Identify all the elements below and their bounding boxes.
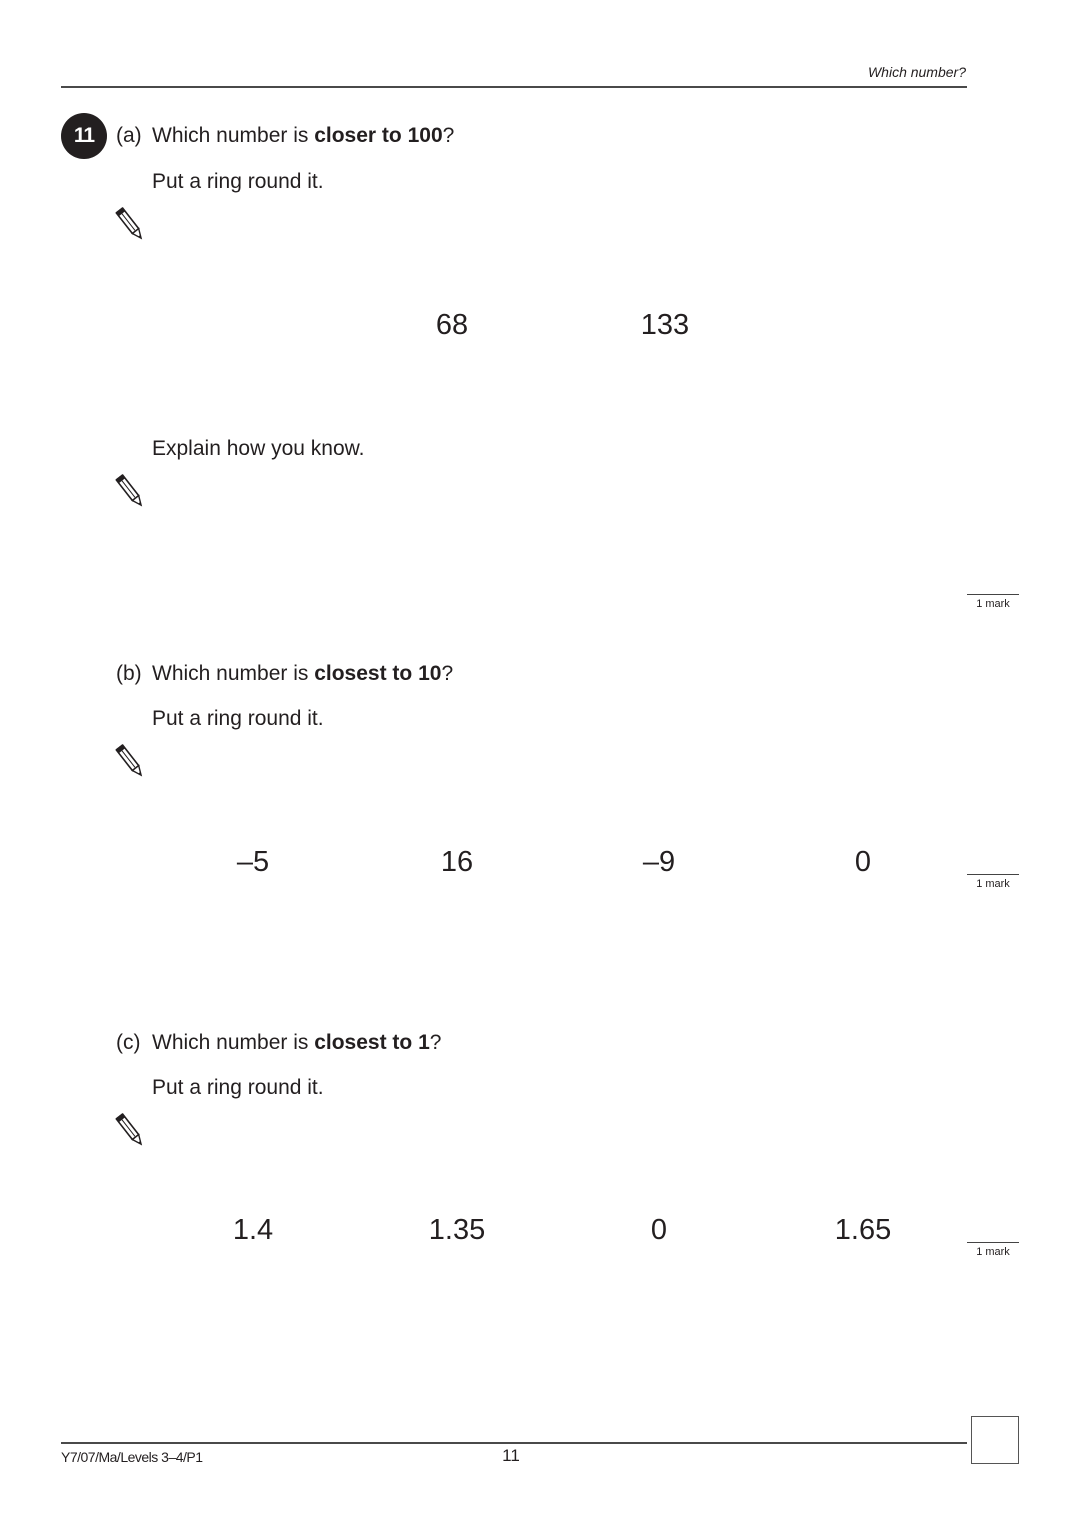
part-c-label: (c) bbox=[116, 1031, 141, 1054]
footer-rule bbox=[61, 1442, 967, 1444]
page-header-title: Which number? bbox=[867, 64, 966, 80]
prompt-punct: ? bbox=[441, 662, 454, 685]
prompt-emphasis: closest to 1 bbox=[314, 1031, 430, 1054]
part-c-prompt bbox=[152, 1031, 441, 1055]
part-b-mark: 1 mark bbox=[976, 878, 1010, 890]
header-rule bbox=[61, 86, 967, 88]
pencil-icon bbox=[114, 742, 146, 780]
option-b-4[interactable]: 0 bbox=[854, 846, 872, 878]
part-c-mark: 1 mark bbox=[976, 1246, 1010, 1258]
mark-line bbox=[967, 1242, 1019, 1243]
option-b-3[interactable]: –9 bbox=[642, 846, 676, 878]
option-b-2[interactable]: 16 bbox=[440, 846, 474, 878]
part-a-prompt bbox=[152, 124, 454, 148]
part-c-instruction: Put a ring round it. bbox=[152, 1076, 324, 1099]
option-c-1[interactable]: 1.4 bbox=[232, 1214, 274, 1246]
pencil-icon bbox=[114, 205, 146, 243]
part-b-prompt bbox=[152, 662, 453, 686]
part-b-label: (b) bbox=[116, 662, 142, 685]
marks-total-box[interactable] bbox=[971, 1416, 1019, 1464]
mark-line bbox=[967, 594, 1019, 595]
part-b-instruction: Put a ring round it. bbox=[152, 707, 324, 730]
footer-code: Y7/07/Ma/Levels 3–4/P1 bbox=[61, 1449, 203, 1465]
pencil-icon bbox=[114, 1111, 146, 1149]
prompt-emphasis: closest to 10 bbox=[314, 662, 442, 685]
option-c-3[interactable]: 0 bbox=[650, 1214, 668, 1246]
page-number: 11 bbox=[502, 1446, 520, 1465]
option-c-2[interactable]: 1.35 bbox=[428, 1214, 486, 1246]
option-a-1[interactable]: 68 bbox=[435, 309, 469, 341]
prompt-punct: ? bbox=[442, 124, 455, 147]
part-a-instruction: Put a ring round it. bbox=[152, 170, 324, 193]
prompt-text: Which number is bbox=[152, 1031, 315, 1054]
part-a-mark: 1 mark bbox=[976, 598, 1010, 610]
prompt-text: Which number is bbox=[152, 662, 315, 685]
prompt-text: Which number is bbox=[152, 124, 315, 147]
part-a-label: (a) bbox=[116, 124, 142, 147]
option-a-2[interactable]: 133 bbox=[640, 309, 690, 341]
mark-line bbox=[967, 874, 1019, 875]
pencil-icon bbox=[114, 472, 146, 510]
question-number-badge: 11 bbox=[61, 113, 107, 159]
option-b-1[interactable]: –5 bbox=[236, 846, 270, 878]
part-a-followup: Explain how you know. bbox=[152, 437, 365, 460]
option-c-4[interactable]: 1.65 bbox=[834, 1214, 892, 1246]
prompt-emphasis: closer to 100 bbox=[314, 124, 443, 147]
prompt-punct: ? bbox=[429, 1031, 442, 1054]
